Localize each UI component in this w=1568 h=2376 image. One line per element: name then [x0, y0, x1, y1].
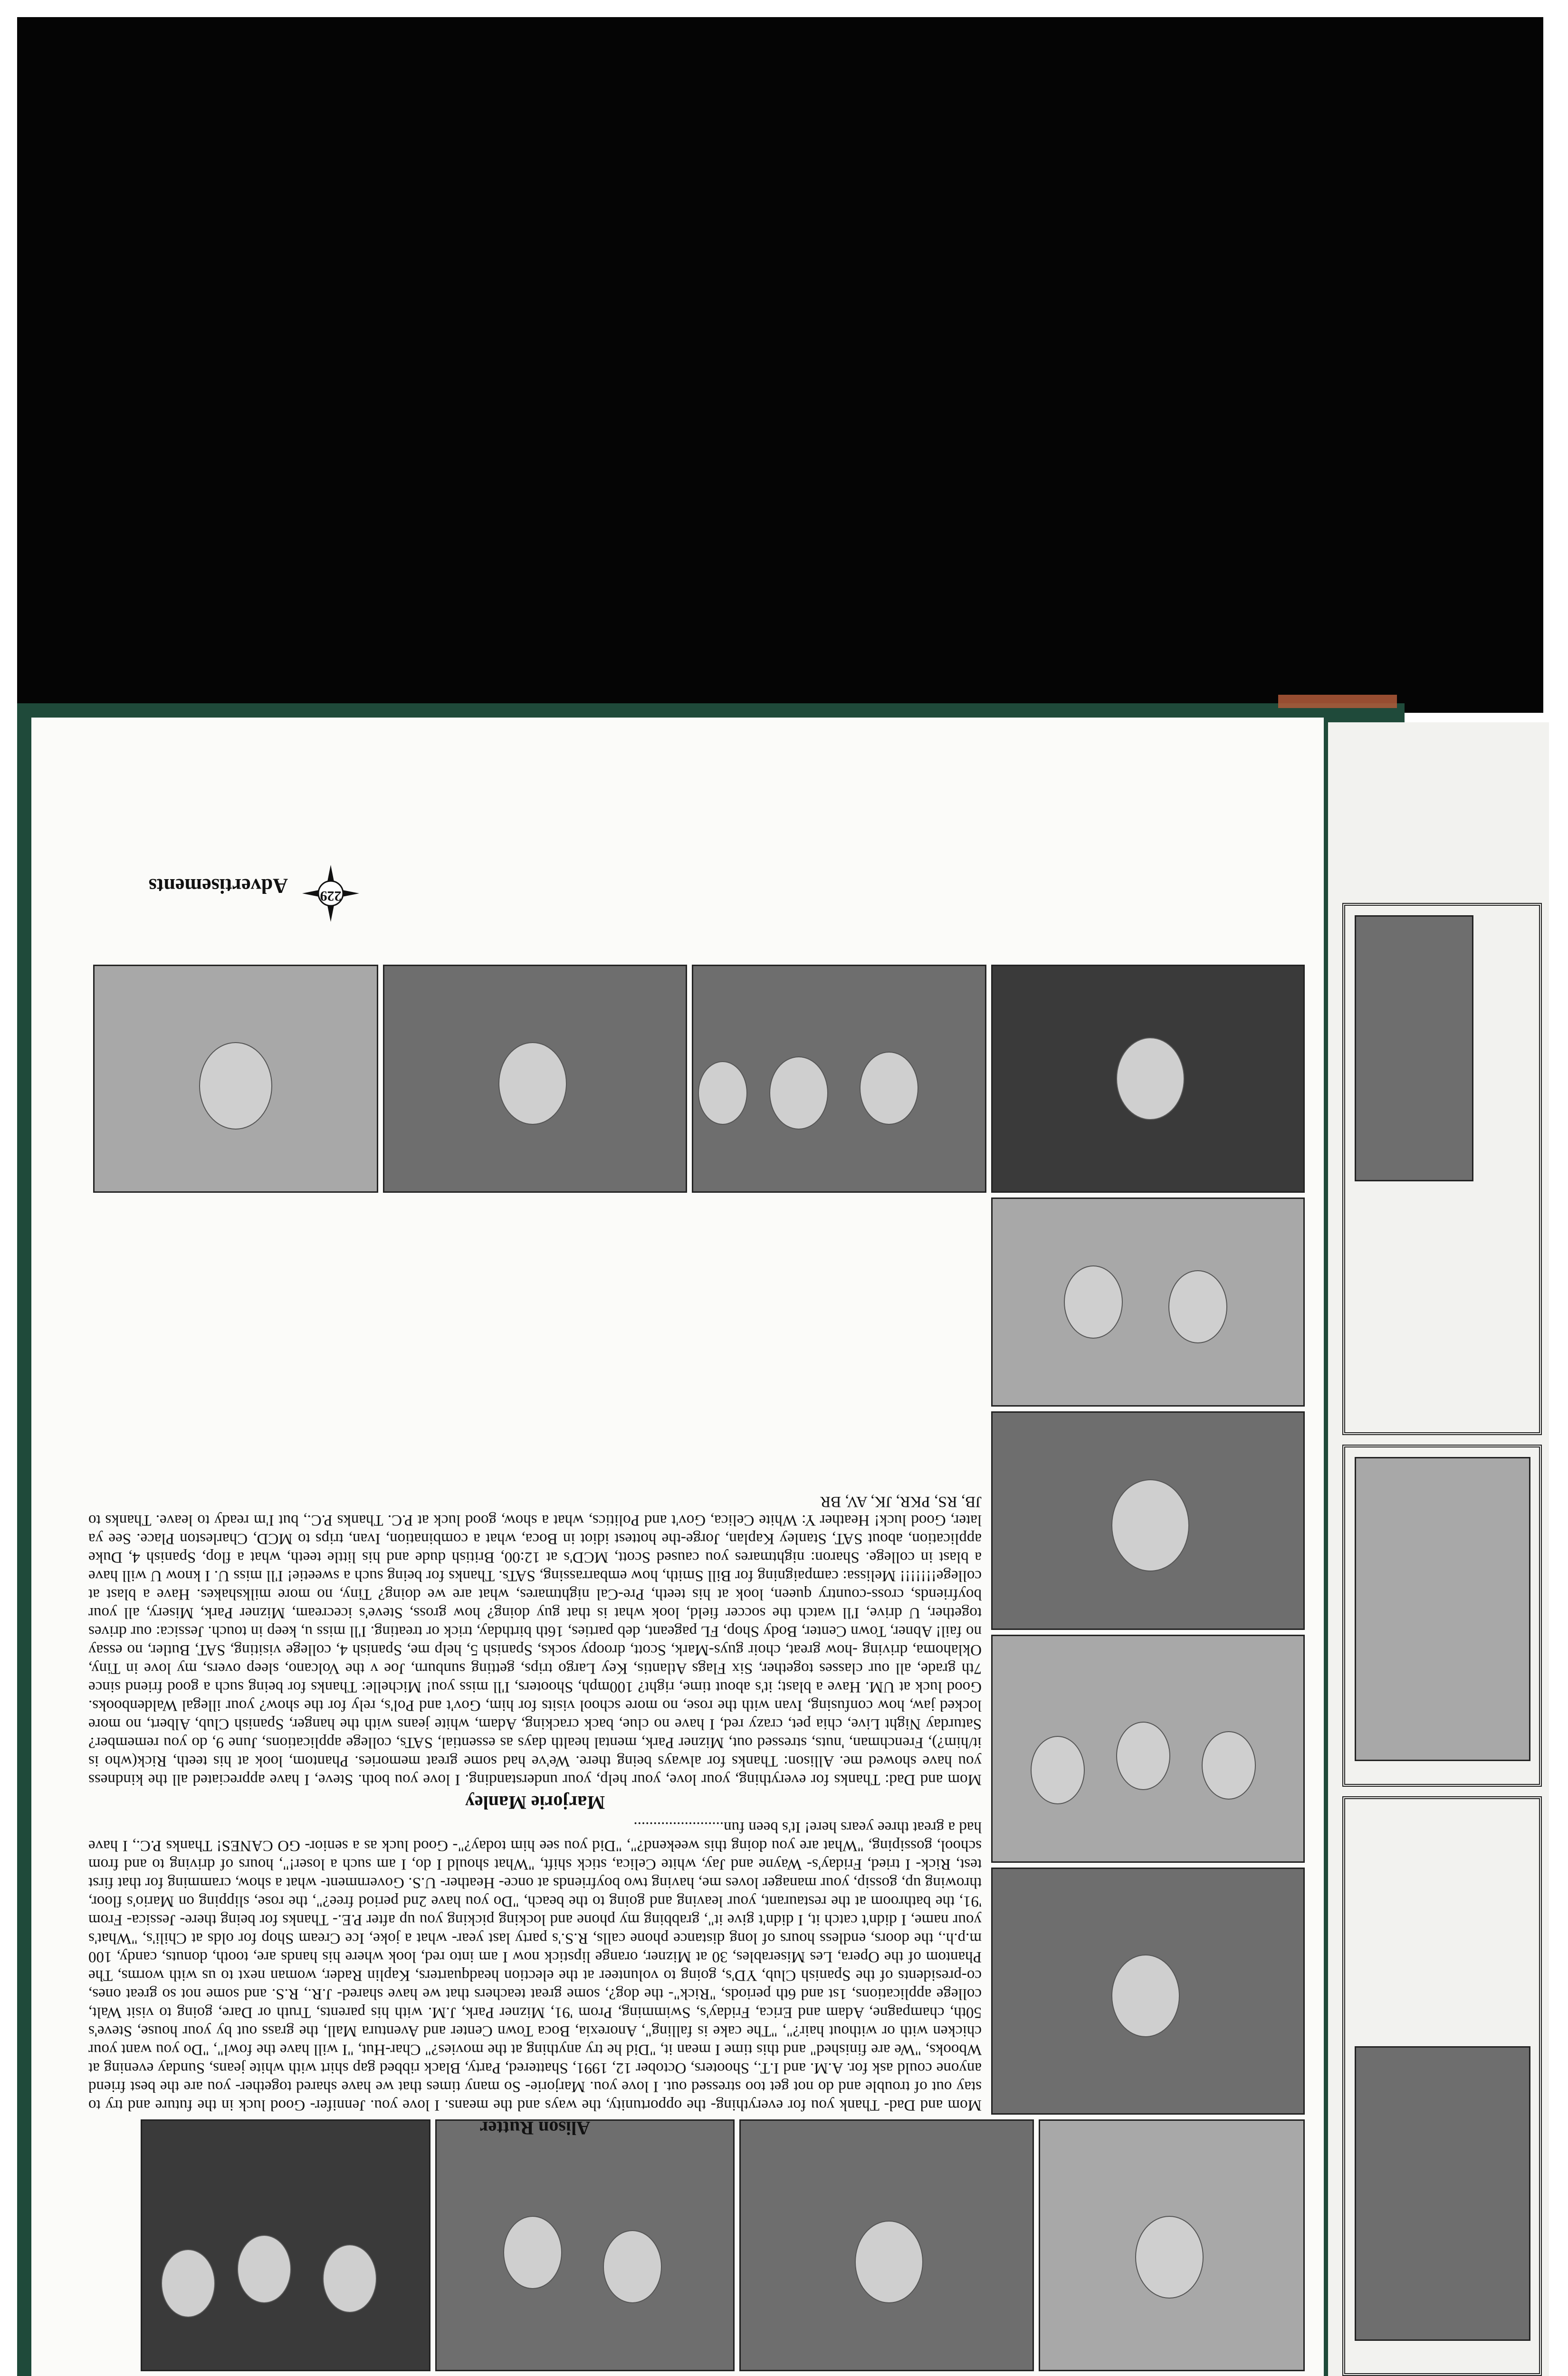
ad-body-1: Mom and Dad- Thank you for everything- the opportunity, the ways and the means. I love you. Jennifer- Good luck in the future and try to stay out of trouble and do not get too stressed out. I love you. Marjorie- So many times that we have shared together- you are the best friend anyone could ask for. A.M. and I.T., Shooters, October 12, 1991, Shattered, Party, Black ribbed gap shirt with white jeans, Sunday evening at Wbooks, "We are finished" and this time I mean it, "Did he try anything at the movies?" Char-Hut, "I will have the fowl", "Do you want your chicken with or without hair?", "The cake is falling", Anorexia, Boca Town Center and Aventura Mall, the grass out by your house, Steve's 50th, champagne, Adam and Erica, Friday's, Swimming, Prom '91, Mizner Park, J.M. with his parents, Truth or Dare, going to visit Walt, college applications, 1st and 6th periods, "Rick"- the dog?, some great teachers that we have shared- J.R., R.S. and some not so great ones, co-presidents of the Spanish Club, YD's, going to volunteer at the election headquarters, Kaplin Rader, woman next to us with worms, The Phantom of the Opera, Les Miserables, 30 at Mizner, orange lipstick now I am into red, look where his hands are, tooth, donuts, candy, 100 m.p.h., the doors, endless hours of long distance phone calls, R.S.'s party last year- what a joke, Ice Cream Shop for olds at Chili's, "What's your name, I didn't catch it, I didn't give it", grabbing my phone and locking picking you up after P.E.- Thanks for being there- Jessica- From '91, the bathroom at the restaurant, your leaving and going to the beach, "Do you have 2nd period free?", the rose, slipping on Mario's floor, throwing up, gossip, your manager loves me, having two boyfriends at once- Heather- U.S. Government- what a show, cramming for that first test, Rick- I tried, Friday's- Wayne and Jay, white Celica, stick shift, "What should I do, I am such a loser!", hours of driving to and from school, gossiping, "What are you doing this weekend?", "Did you see him today?"- Good luck as a senior- GO CANES! Thanks P.C., I have had a great three years here! It's been fun....................... [88, 1819, 982, 2114]
photo-top-1 [1039, 2119, 1305, 2371]
page-number: 229 [320, 888, 342, 904]
photo-top-4 [141, 2119, 430, 2371]
yearbook-page [31, 718, 1324, 2376]
photo-left-1 [991, 1868, 1305, 2115]
photo-left-2 [991, 1635, 1305, 1863]
photo-bottom-4 [93, 965, 378, 1193]
photo-left-4 [991, 1198, 1305, 1407]
photo-bottom-2 [692, 965, 986, 1193]
adjacent-frame-1 [1342, 903, 1542, 1435]
photo-left-3 [991, 1411, 1305, 1630]
page-header [98, 841, 364, 946]
ad-name-1: Alison Rutter [479, 2117, 591, 2139]
page-content-rotated [31, 718, 1324, 2376]
adjacent-frame-2 [1342, 1445, 1542, 1787]
adjacent-page [1328, 722, 1549, 2376]
ad-body-2: Mom and Dad: Thanks for everything, your love, your help, your understanding. I love you both. Steve, I have appreciated all the kindness you have showed me. Allison: Thanks for always being there. We've had some great memories. Phantom, look at his teeth, Rick(who is it/him?), Frenchman, 'nuts, stressed out, Mizner Park, mental health days as essential, SATs, college applications, June 9, do you remember? Saturday Night Live, chia pet, crazy red, I have no clue, back cracking, Adam, white jeans with the hanger, Spanish Club, Albert, no more locked jaw, how confusing, Ivan with the rose, no more school visits for him, Gov't and Pol's, rely for the show? your illegal Waldenbooks. Good luck at UM. Have a blast; it's about time, right? 100mph, Shooters, I'll miss you! Michelle: Thanks for being such a good friend since 7th grade, all our classes together, Six Flags Atlantis, Key Largo trips, getting sunburn, Joe v the Volcano, sleep overs, my love in Tiny, Oklahoma, driving -how great, choir guys-Mark, Scott, droopy socks, Spanish 5, help me, Spanish 4, college visiting, SAT, Butler, no essay no fail! Abner, Town Center, Body Shop, FL pageant, deb parties, 16th birthday, trick or treating. I'll miss u, keep in touch. Jessica: our drives together, U drive, I'll watch the soccer field, look what is that guy doing? how gross, Steve's icecream, Mizner Park, Misery, all your boyfriends, cross-country queen, look at his teeth, Pre-Cal nightmares, what are we doing? Tiny, no more milkshakes. Have a blast at college!!!!!!! Melissa: campaigning for Bill Smith, how embarrassing, SATs. Thanks for being such a sweetie! I'll miss U. I know U will have a blast in college. Sharon: nightmares you caused Scott, MCD's at 12:00, British dude and his little teeth, what a flop, Spanish 4, Duke application, about SAT, Stanley Kaplan, Jorge-the hottest idiot in Boca, what a combination, Ivan, trips to MCD, Charleston Place. See ya later, Good luck! Heather Y: White Celica, Gov't and Politics, what a show, good luck at P.C. Thanks P.C., but I'm ready to leave. Thanks to JB, RS, PKR, JK, AV, BR [88, 1493, 982, 1788]
photo-top-3 [435, 2119, 735, 2371]
ad-text-block [88, 1488, 982, 2143]
ad-name-2: Marjorie Manley [465, 1792, 605, 1813]
section-title: Advertisements [148, 874, 288, 898]
adjacent-photo-2 [1355, 1457, 1530, 1761]
adjacent-photo-1 [1355, 915, 1473, 1181]
cover-stripe [1278, 695, 1397, 708]
adjacent-frame-3 [1342, 1796, 1542, 2376]
dark-background [17, 17, 1543, 713]
photo-top-2 [739, 2119, 1034, 2371]
adjacent-photo-3 [1355, 2046, 1530, 2341]
photo-bottom-1 [991, 965, 1305, 1193]
photo-bottom-3 [383, 965, 687, 1193]
